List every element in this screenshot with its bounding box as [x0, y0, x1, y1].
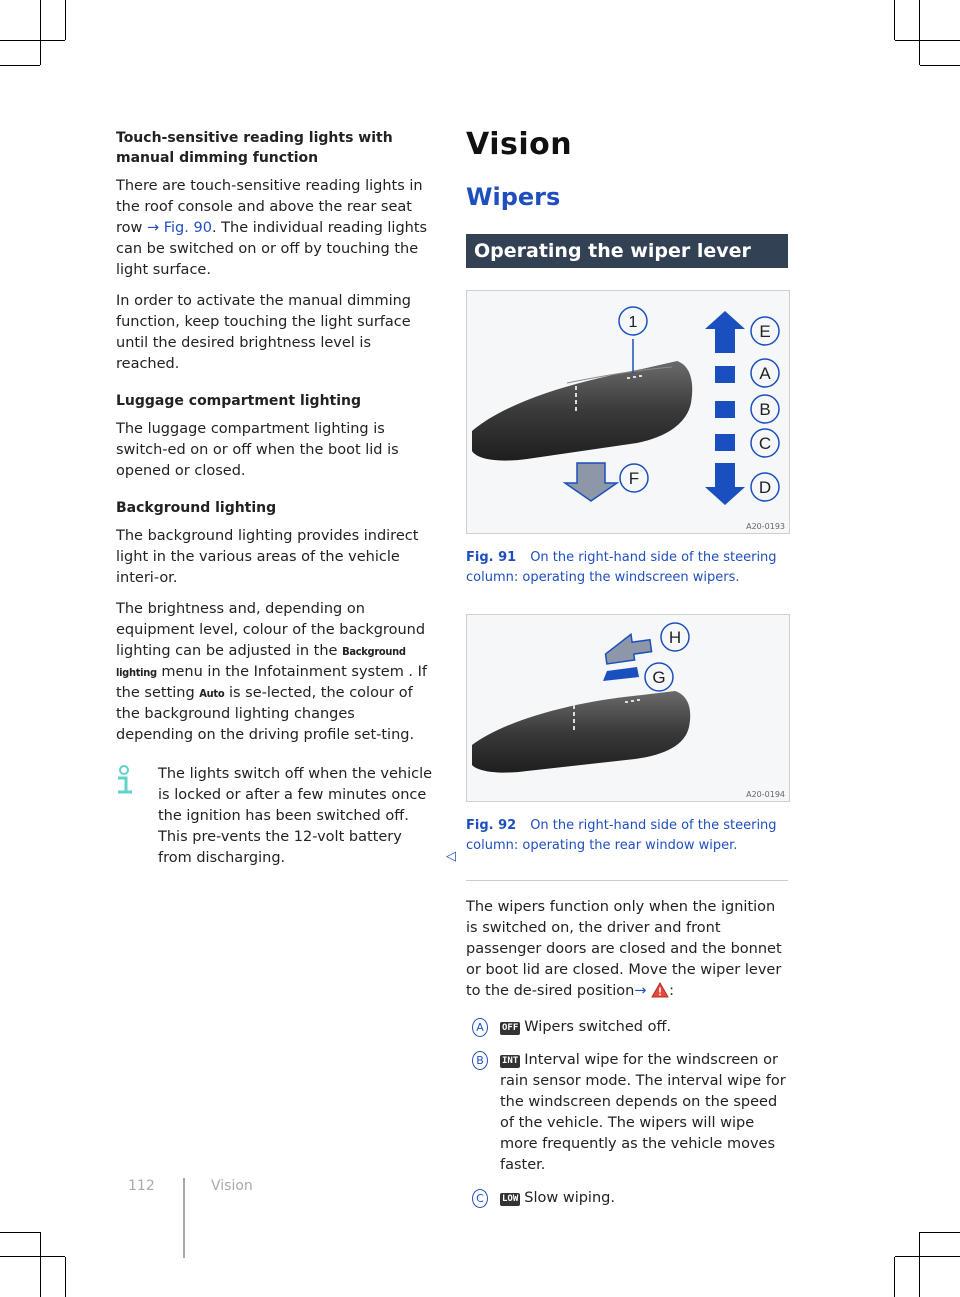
crop-mark — [0, 1232, 40, 1233]
background-paragraph-1: The background lighting provides indirect light in the various areas of the vehicle interi-or. — [116, 528, 419, 586]
crop-mark — [894, 0, 895, 40]
rear-wiper-diagram — [467, 615, 789, 801]
background-p2-a: The brightness and, depending on equipment level, colour of the background lighting can be adjusted in the — [116, 601, 426, 659]
int-symbol-icon: INT — [502, 1055, 519, 1066]
background-heading: Background lighting — [116, 500, 277, 516]
figure-92 — [466, 614, 790, 802]
crop-mark — [895, 40, 960, 41]
info-icon — [112, 764, 142, 798]
background-paragraph-2 — [116, 599, 436, 746]
figure-91 — [466, 290, 790, 534]
crop-mark — [65, 1257, 66, 1297]
crop-mark — [894, 1257, 895, 1297]
reading-lights-paragraph-2: In order to activate the manual dimming function, keep touching the light surface until the desired brightness level is reached. — [116, 293, 411, 372]
label-B: B — [759, 400, 771, 419]
crop-mark — [895, 1256, 960, 1257]
figure-92-caption — [466, 816, 788, 856]
reading-lights-heading: Touch-sensitive reading lights with manual dimming function — [116, 130, 393, 166]
info-note — [116, 764, 456, 869]
reading-p1-after: . The individual reading lights can be switched on or off by touching the light surface. — [116, 220, 428, 278]
end-of-section-marker: ◁ — [446, 849, 456, 864]
chapter-title: Vision — [466, 127, 573, 162]
right-column — [466, 128, 788, 1221]
intro-text: The wipers function only when the ignition is switched on, the driver and front passenger doors are closed and the bonnet or boot lid are closed. Move the wiper lever to the de-sired position — [466, 899, 782, 999]
wiper-intro-paragraph — [466, 897, 788, 1002]
luggage-heading: Luggage compartment lighting — [116, 393, 362, 409]
crop-mark — [40, 1232, 41, 1297]
label-G: G — [652, 668, 666, 687]
crop-mark — [0, 40, 65, 41]
reading-lights-paragraph-1 — [116, 176, 436, 281]
label-D: D — [758, 478, 772, 497]
figure-91-number: Fig. 91 — [466, 550, 517, 565]
crop-mark — [40, 0, 41, 65]
crop-mark — [0, 65, 40, 66]
footer-divider — [183, 1178, 185, 1258]
wiper-position-list — [466, 1017, 788, 1209]
figure-91-caption — [466, 548, 788, 588]
position-b-marker — [715, 401, 735, 418]
label-1: 1 — [628, 314, 638, 331]
crop-mark — [65, 0, 66, 40]
info-note-text: The lights switch off when the vehicle is locked or after a few minutes once the ignition has been switched off. This pre-vents the 12-volt battery from discharging. — [158, 766, 433, 866]
position-letter: B — [472, 1051, 488, 1070]
position-letter: A — [472, 1018, 488, 1037]
figure-92-caption-text: On the right-hand side of the steering column: operating the rear window wiper. — [466, 818, 777, 853]
crop-mark — [919, 1232, 920, 1297]
crop-mark — [920, 1232, 960, 1233]
list-item — [466, 1017, 788, 1038]
crop-mark — [919, 0, 920, 65]
list-item — [466, 1050, 788, 1176]
label-H: H — [668, 628, 682, 647]
divider — [466, 880, 788, 881]
background-p2-b: menu in the Infotainment system . If the setting — [116, 664, 428, 701]
wiper-lever-diagram — [467, 291, 789, 533]
footer-section-name: Vision — [211, 1178, 253, 1194]
crop-mark — [0, 1256, 65, 1257]
figure-92-number: Fig. 92 — [466, 818, 517, 833]
section-title: Wipers — [466, 183, 561, 211]
list-item — [466, 1188, 788, 1209]
figure-92-code: A20-0194 — [746, 790, 785, 799]
reading-p1-before: There are touch-sensitive reading lights in the roof console and above the rear seat row — [116, 178, 423, 236]
background-lighting-menu-label: Background lighting — [116, 645, 406, 679]
warning-link-arrow[interactable]: → — [634, 983, 647, 999]
position-description: Wipers switched off. — [524, 1018, 672, 1035]
position-letter: C — [472, 1189, 488, 1208]
low-symbol-icon: LOW — [502, 1193, 519, 1204]
label-F: F — [628, 469, 640, 488]
label-A: A — [759, 364, 771, 383]
warning-icon[interactable] — [651, 982, 669, 998]
position-c-marker — [715, 434, 735, 451]
luggage-paragraph: The luggage compartment lighting is switch-ed on or off when the boot lid is opened or closed. — [116, 421, 399, 479]
position-description: Slow wiping. — [524, 1189, 615, 1206]
left-column — [116, 128, 456, 869]
position-a-marker — [715, 366, 735, 383]
background-p2-c: is se-lected, the colour of the background lighting changes depending on the driving profile set-ting. — [116, 685, 415, 743]
auto-setting-label: Auto — [199, 687, 225, 700]
position-description: Interval wipe for the windscreen or rain sensor mode. The interval wipe for the windscreen depends on the speed of the vehicle. The wipers will wipe more frequently as the vehicle moves faster. — [500, 1051, 786, 1173]
crop-mark — [920, 65, 960, 66]
label-C: C — [758, 434, 772, 453]
label-E: E — [759, 322, 771, 341]
off-symbol-icon: OFF — [502, 1022, 519, 1033]
fig-90-link[interactable]: → Fig. 90 — [146, 220, 212, 236]
intro-colon: : — [669, 983, 674, 999]
figure-91-caption-text: On the right-hand side of the steering column: operating the windscreen wipers. — [466, 550, 777, 585]
figure-91-code: A20-0193 — [746, 522, 785, 531]
page-number: 112 — [128, 1178, 155, 1194]
subsection-bar: Operating the wiper lever — [466, 234, 788, 268]
